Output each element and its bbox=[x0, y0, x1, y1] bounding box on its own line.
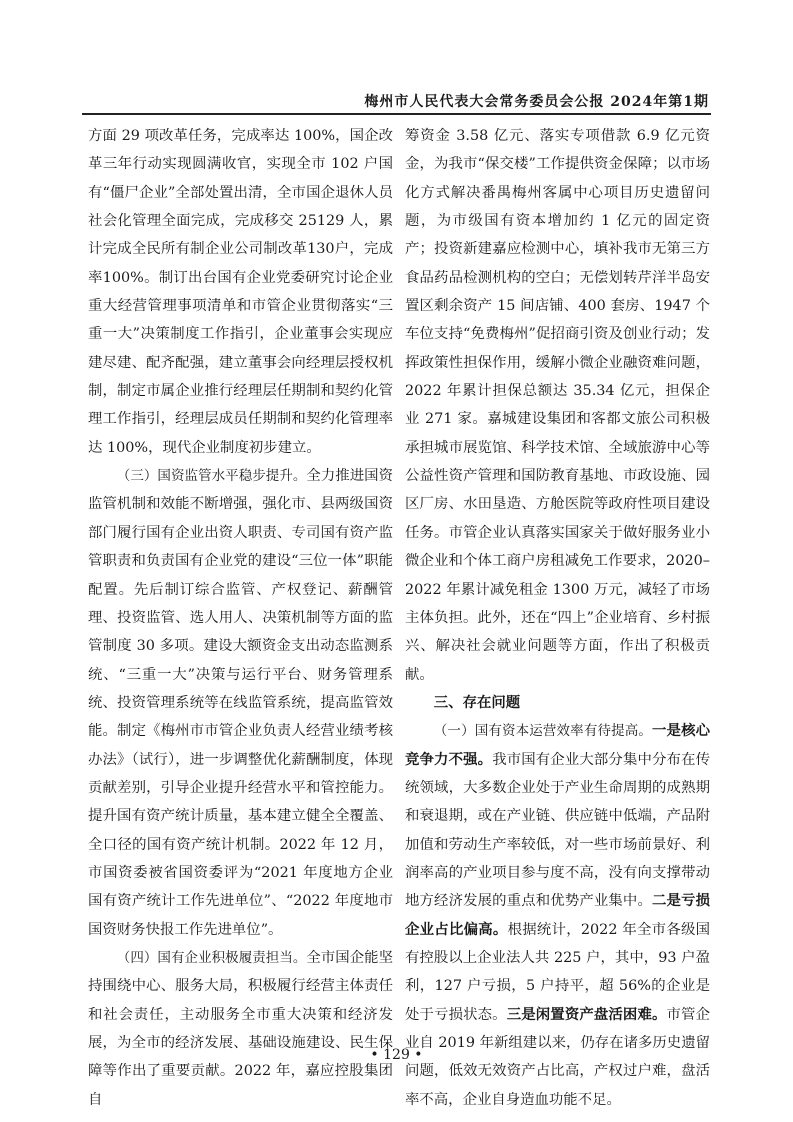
right-column bbox=[405, 122, 710, 1114]
section-heading-responsibility: （四）国有企业积极履责担当。 bbox=[116, 949, 307, 966]
reform-results-paragraph: 方面 29 项改革任务，完成率达 100%，国企改革三年行动实现圆满收官，实现全市 102 户国有“僵尸企业”全部处置出清，全市国企退休人员社会化管理全面完成，完成移交 25129 人，累计完成全民所有制企业公司制改革130户，完成率100%。制订出台国有企业党委研究讨论企业重大经营管理事项清单和市管企业贯彻落实“三重一大”决策制度工作指引，企业董事会实现应建尽建、配齐配强，建立董事会向经理层授权机制，制定市属企业推行经理层任期制和契约化管理工作指引，经理层成员任期制和契约化管理率达 100%，现代企业制度初步建立。 bbox=[88, 128, 393, 456]
point-three-body: 市管企业自 2019 年新组建以来，仍存在诸多历史遗留问题，低效无效资产占比高，产权过户难，盘活率不高，企业自身造血功能不足。 bbox=[405, 1006, 710, 1108]
point-two-heading: 二是亏损企业占比偏高。 bbox=[405, 892, 710, 938]
gazette-title: 梅州市人民代表大会常务委员会公报 2024年第1期 bbox=[364, 94, 709, 110]
responsibility-body: 全市国企能坚持围绕中心、服务大局，积极履行经营主体责任和社会责任，主动服务全市重大决策和经济发展，为全市的经济发展、基础设施建设、民生保障等作出了重要贡献。2022 年，嘉应控股集团自 bbox=[88, 949, 393, 1108]
point-two-body: 根据统计，2022 年全市各级国有控股以上企业法人共 225 户，其中，93 户盈利，127 户亏损，5 户持平，超 56%的企业是处于亏损状态。 bbox=[405, 921, 710, 1023]
funding-paragraph: 筹资金 3.58 亿元、落实专项借款 6.9 亿元资金，为我市“保交楼”工作提供资金保障；以市场化方式解决番禺梅州客属中心项目历史遗留问题，为市级国有资本增加约 1 亿元的固定资产；投资新建嘉应检测中心，填补我市无第三方食品药品检测机构的空白；无偿划转芹洋半岛安置区剩余资产 15 间店铺、400 套房、1947 个车位支持“免费梅州”促招商引资及创业行动；发挥政策性担保作用，缓解小微企业融资难问题，2022 年累计担保总额达 35.34 亿元，担保企业 271 家。嘉城建设集团和客都文旅公司积极承担城市展览馆、科学技术馆、全域旅游中心等公益性资产管理和国防教育基地、市政设施、园区厂房、水田垦造、方舱医院等政府性项目建设任务。市管企业认真落实国家关于做好服务业小微企业和个体工商户房租减免工作要求，2020–2022 年累计减免租金 1300 万元，减轻了市场主体负担。此外，还在“四上”企业培育、乡村振兴、解决社会就业问题等方面，作出了积极贡献。 bbox=[405, 128, 710, 683]
section-heading-supervision: （三）国资监管水平稳步提升。 bbox=[116, 468, 307, 485]
subsection-heading-efficiency: （一）国有资本运营效率有待提高。 bbox=[433, 723, 653, 740]
page-number: • 129 • bbox=[370, 1047, 423, 1063]
left-column bbox=[88, 122, 393, 1114]
point-one-heading: 一是核心竞争力不强。 bbox=[405, 722, 710, 768]
page-header bbox=[0, 88, 793, 114]
section-heading-problems: 三、存在问题 bbox=[433, 694, 521, 711]
point-one-body: 我市国有企业大部分集中分布在传统领域，大多数企业处于产业生命周期的成熟期和衰退期，或在产业链、供应链中低端，产品附加值和劳动生产率较低，对一些市场前景好、利润率高的产业项目参与度不高，没有向支撑带动地方经济发展的重点和优势产业集中。 bbox=[405, 751, 710, 910]
supervision-paragraph bbox=[88, 462, 393, 944]
point-three-heading: 三是闲置资产盘活困难。 bbox=[506, 1005, 667, 1023]
header-rule bbox=[82, 113, 711, 115]
responsibility-paragraph bbox=[88, 944, 393, 1114]
supervision-body: 全力推进国资监管机制和效能不断增强，强化市、县两级国资部门履行国有企业出资人职责、专司国有资产监管职责和负责国有企业党的建设“三位一体”职能配置。先后制订综合监管、产权登记、薪酬管理、投资监管、选人用人、决策机制等方面的监管制度 30 多项。建设大额资金支出动态监测系统、“三重一大”决策与运行平台、财务管理系统、投资管理系统等在线监管系统，提高监管效能。制定《梅州市市管企业负责人经营业绩考核办法》（试行），进一步调整优化薪酬制度，体现贡献差别，引导企业提升经营水平和管控能力。提升国有资产统计质量，基本建立健全全覆盖、全口径的国有资产统计机制。2022 年 12 月，市国资委被省国资委评为“2021 年度地方企业国有资产统计工作先进单位”、“2022 年度地市国资财务快报工作先进单位”。 bbox=[88, 468, 393, 938]
